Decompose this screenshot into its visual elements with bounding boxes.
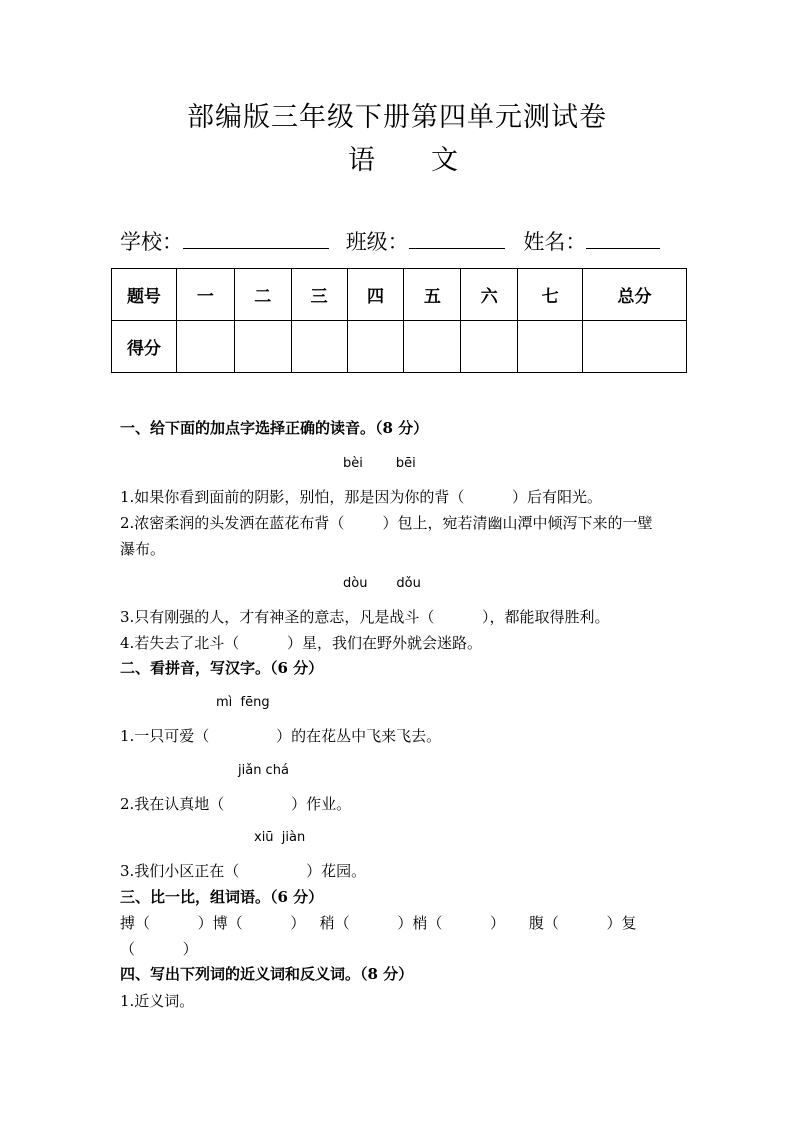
header-cell: 七	[518, 269, 583, 321]
section1-heading: 一、给下面的加点字选择正确的读音。（8 分）	[120, 419, 429, 437]
score-table	[111, 268, 687, 373]
section2-q3: 3.我们小区正在（ ）花园。	[120, 862, 367, 880]
subject-char-1: 语	[348, 145, 375, 176]
score-row-label: 得分	[112, 321, 177, 373]
section3-line1: 搏（ ）博（ ） 稍（ ）梢（ ） 腹（ ）复	[120, 914, 637, 932]
section3-heading: 三、比一比，组词语。（6 分）	[120, 888, 324, 906]
section2-pinyin-1: mì fēng	[216, 695, 270, 710]
name-blank[interactable]	[586, 226, 660, 249]
exam-title: 部编版三年级下册第四单元测试卷	[187, 102, 607, 133]
subject-title	[348, 143, 458, 179]
school-label: 学校：	[120, 230, 183, 254]
header-cell: 一	[176, 269, 234, 321]
school-blank[interactable]	[183, 226, 329, 249]
section2-heading: 二、看拼音，写汉字。（6 分）	[120, 659, 324, 677]
score-value-row	[112, 321, 687, 373]
section1-pinyin-a: bèi bēi	[343, 456, 416, 471]
section2-q2: 2.我在认真地（ ）作业。	[120, 795, 352, 813]
section1-q3: 3.只有刚强的人，才有神圣的意志，凡是战斗（ ），都能取得胜利。	[120, 608, 610, 626]
name-label: 姓名：	[523, 230, 587, 254]
score-cell[interactable]	[461, 321, 518, 373]
section1-q1: 1.如果你看到面前的阴影，别怕，那是因为你的背（ ）后有阳光。	[120, 488, 602, 506]
header-cell: 六	[461, 269, 518, 321]
section4-sub1: 1.近义词。	[120, 992, 195, 1010]
info-row	[120, 226, 660, 258]
score-cell[interactable]	[518, 321, 583, 373]
score-cell[interactable]	[291, 321, 347, 373]
class-blank[interactable]	[409, 226, 505, 249]
class-label: 班级：	[345, 230, 409, 254]
section1-q2-line2: 瀑布。	[120, 540, 166, 558]
header-cell: 总分	[583, 269, 687, 321]
score-cell[interactable]	[404, 321, 461, 373]
section2-q1: 1.一只可爱（ ）的在花丛中飞来飞去。	[120, 727, 442, 745]
section3-line2: （ ）	[120, 940, 198, 958]
score-cell[interactable]	[347, 321, 404, 373]
section1-q2-line1: 2.浓密柔润的头发洒在蓝花布背（ ）包上，宛若清幽山潭中倾泻下来的一壁	[120, 514, 653, 532]
score-cell[interactable]	[234, 321, 291, 373]
header-cell: 三	[291, 269, 347, 321]
section2-pinyin-2: jiǎn chá	[238, 763, 289, 778]
score-header-row	[112, 269, 687, 321]
section2-pinyin-3: xiū jiàn	[254, 830, 306, 845]
header-cell: 五	[404, 269, 461, 321]
section4-heading: 四、写出下列词的近义词和反义词。（8 分）	[120, 965, 414, 983]
score-cell[interactable]	[583, 321, 687, 373]
header-cell: 题号	[112, 269, 177, 321]
section1-q4: 4.若失去了北斗（ ）星，我们在野外就会迷路。	[120, 634, 482, 652]
header-cell: 二	[234, 269, 291, 321]
subject-char-2: 文	[431, 145, 458, 176]
header-cell: 四	[347, 269, 404, 321]
section1-pinyin-b: dòu dǒu	[343, 576, 421, 591]
score-cell[interactable]	[176, 321, 234, 373]
